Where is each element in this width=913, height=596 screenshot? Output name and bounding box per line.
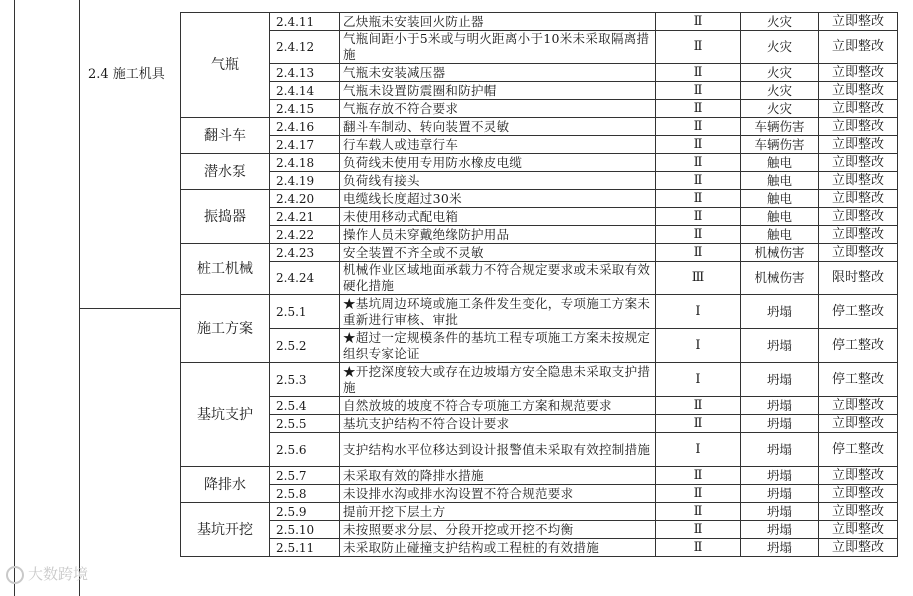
description-cell: 基坑支护结构不符合设计要求 (340, 415, 656, 433)
table-row (181, 485, 898, 503)
action-cell: 停工整改 (819, 433, 898, 467)
action-cell: 立即整改 (819, 539, 898, 557)
level-cell: Ⅱ (656, 521, 741, 539)
action-cell: 立即整改 (819, 172, 898, 190)
level-cell: Ⅱ (656, 172, 741, 190)
level-cell: Ⅱ (656, 485, 741, 503)
level-cell: Ⅱ (656, 31, 741, 64)
accident-type-cell: 火灾 (741, 100, 819, 118)
category-cell: 桩工机械 (181, 244, 270, 295)
level-cell: Ⅱ (656, 64, 741, 82)
table-row (181, 31, 898, 64)
description-cell: 气瓶存放不符合要求 (340, 100, 656, 118)
action-cell: 立即整改 (819, 64, 898, 82)
description-cell: 未设排水沟或排水沟设置不符合规范要求 (340, 485, 656, 503)
action-cell: 立即整改 (819, 244, 898, 262)
accident-type-cell: 坍塌 (741, 433, 819, 467)
code-cell: 2.5.2 (270, 329, 340, 363)
level-cell: Ⅱ (656, 118, 741, 136)
code-cell: 2.5.3 (270, 363, 340, 397)
action-cell: 立即整改 (819, 503, 898, 521)
code-cell: 2.4.12 (270, 31, 340, 64)
description-cell: ★基坑周边环境或施工条件发生变化，专项施工方案未重新进行审核、审批 (340, 295, 656, 329)
description-cell: 翻斗车制动、转向装置不灵敏 (340, 118, 656, 136)
accident-type-cell: 触电 (741, 154, 819, 172)
level-cell: Ⅰ (656, 363, 741, 397)
level-cell: Ⅱ (656, 190, 741, 208)
code-cell: 2.4.14 (270, 82, 340, 100)
level-cell: Ⅰ (656, 433, 741, 467)
accident-type-cell: 坍塌 (741, 539, 819, 557)
table-row (181, 415, 898, 433)
watermark (6, 563, 88, 584)
level-cell: Ⅱ (656, 503, 741, 521)
accident-type-cell: 火灾 (741, 82, 819, 100)
action-cell: 立即整改 (819, 118, 898, 136)
table-row (181, 539, 898, 557)
description-cell: 自然放坡的坡度不符合专项施工方案和规范要求 (340, 397, 656, 415)
accident-type-cell: 车辆伤害 (741, 118, 819, 136)
accident-type-cell: 触电 (741, 208, 819, 226)
table-row (181, 397, 898, 415)
code-cell: 2.5.5 (270, 415, 340, 433)
level-cell: Ⅰ (656, 329, 741, 363)
action-cell: 立即整改 (819, 415, 898, 433)
action-cell: 立即整改 (819, 208, 898, 226)
action-cell: 停工整改 (819, 363, 898, 397)
code-cell: 2.5.10 (270, 521, 340, 539)
level-cell: Ⅱ (656, 244, 741, 262)
table-row (181, 13, 898, 31)
table-row (181, 172, 898, 190)
action-cell: 立即整改 (819, 100, 898, 118)
description-cell: 机械作业区域地面承载力不符合规定要求或未采取有效硬化措施 (340, 262, 656, 295)
accident-type-cell: 坍塌 (741, 521, 819, 539)
table-row (181, 521, 898, 539)
watermark-text: 大数跨境 (28, 565, 89, 583)
code-cell: 2.5.4 (270, 397, 340, 415)
description-cell: ★超过一定规模条件的基坑工程专项施工方案未按规定组织专家论证 (340, 329, 656, 363)
accident-type-cell: 坍塌 (741, 503, 819, 521)
category-cell: 振捣器 (181, 190, 270, 244)
table-row (181, 118, 898, 136)
accident-type-cell: 坍塌 (741, 485, 819, 503)
table-row (181, 100, 898, 118)
accident-type-cell: 火灾 (741, 31, 819, 64)
table-row (181, 433, 898, 467)
description-cell: 未采取防止碰撞支护结构或工程桩的有效措施 (340, 539, 656, 557)
watermark-icon (6, 566, 24, 584)
level-cell: Ⅱ (656, 467, 741, 485)
level-cell: Ⅱ (656, 539, 741, 557)
level-cell: Ⅱ (656, 82, 741, 100)
level-cell: Ⅲ (656, 262, 741, 295)
table-row (181, 154, 898, 172)
accident-type-cell: 火灾 (741, 13, 819, 31)
code-cell: 2.5.1 (270, 295, 340, 329)
accident-type-cell: 坍塌 (741, 415, 819, 433)
table-row (181, 262, 898, 295)
accident-type-cell: 机械伤害 (741, 244, 819, 262)
table-row (181, 467, 898, 485)
action-cell: 立即整改 (819, 82, 898, 100)
description-cell: 气瓶间距小于5米或与明火距离小于10米未采取隔离措施 (340, 31, 656, 64)
accident-type-cell: 坍塌 (741, 295, 819, 329)
level-cell: Ⅱ (656, 226, 741, 244)
description-cell: 未采取有效的降排水措施 (340, 467, 656, 485)
code-cell: 2.5.9 (270, 503, 340, 521)
table-border-left (14, 0, 15, 596)
level-cell: Ⅱ (656, 208, 741, 226)
hazard-table (180, 12, 898, 557)
description-cell: 负荷线有接头 (340, 172, 656, 190)
category-cell: 潜水泵 (181, 154, 270, 190)
description-cell: 提前开挖下层土方 (340, 503, 656, 521)
code-cell: 2.4.19 (270, 172, 340, 190)
action-cell: 立即整改 (819, 13, 898, 31)
accident-type-cell: 车辆伤害 (741, 136, 819, 154)
code-cell: 2.4.17 (270, 136, 340, 154)
category-cell: 基坑开挖 (181, 503, 270, 557)
description-cell: 操作人员未穿戴绝缘防护用品 (340, 226, 656, 244)
accident-type-cell: 触电 (741, 226, 819, 244)
code-cell: 2.4.15 (270, 100, 340, 118)
code-cell: 2.5.6 (270, 433, 340, 467)
description-cell: 支护结构水平位移达到设计报警值未采取有效控制措施 (340, 433, 656, 467)
accident-type-cell: 火灾 (741, 64, 819, 82)
description-cell: 未按照要求分层、分段开挖或开挖不均衡 (340, 521, 656, 539)
level-cell: Ⅱ (656, 397, 741, 415)
group-divider (79, 308, 181, 309)
hazard-table-body (181, 13, 898, 557)
action-cell: 立即整改 (819, 31, 898, 64)
description-cell: 电缆线长度超过30米 (340, 190, 656, 208)
code-cell: 2.4.20 (270, 190, 340, 208)
level-cell: Ⅰ (656, 295, 741, 329)
action-cell: 立即整改 (819, 397, 898, 415)
description-cell: 安全装置不齐全或不灵敏 (340, 244, 656, 262)
code-cell: 2.4.21 (270, 208, 340, 226)
accident-type-cell: 坍塌 (741, 363, 819, 397)
level-cell: Ⅱ (656, 136, 741, 154)
accident-type-cell: 坍塌 (741, 329, 819, 363)
code-cell: 2.5.7 (270, 467, 340, 485)
table-border-group (79, 0, 80, 596)
table-row (181, 190, 898, 208)
code-cell: 2.4.18 (270, 154, 340, 172)
category-cell: 降排水 (181, 467, 270, 503)
table-row (181, 208, 898, 226)
code-cell: 2.4.24 (270, 262, 340, 295)
category-cell: 气瓶 (181, 13, 270, 118)
action-cell: 立即整改 (819, 226, 898, 244)
code-cell: 2.4.11 (270, 13, 340, 31)
table-row (181, 64, 898, 82)
table-row (181, 363, 898, 397)
group-label: 2.4 施工机具 (88, 67, 165, 82)
description-cell: 行车载人或违章行车 (340, 136, 656, 154)
code-cell: 2.4.13 (270, 64, 340, 82)
category-cell: 施工方案 (181, 295, 270, 363)
description-cell: ★开挖深度较大或存在边坡塌方安全隐患未采取支护措施 (340, 363, 656, 397)
action-cell: 立即整改 (819, 136, 898, 154)
action-cell: 立即整改 (819, 485, 898, 503)
code-cell: 2.5.11 (270, 539, 340, 557)
category-cell: 翻斗车 (181, 118, 270, 154)
table-row (181, 136, 898, 154)
table-row (181, 82, 898, 100)
code-cell: 2.4.16 (270, 118, 340, 136)
code-cell: 2.4.23 (270, 244, 340, 262)
description-cell: 乙炔瓶未安装回火防止器 (340, 13, 656, 31)
table-row (181, 226, 898, 244)
action-cell: 立即整改 (819, 190, 898, 208)
description-cell: 气瓶未安装减压器 (340, 64, 656, 82)
level-cell: Ⅱ (656, 13, 741, 31)
table-row (181, 295, 898, 329)
action-cell: 立即整改 (819, 154, 898, 172)
table-row (181, 503, 898, 521)
description-cell: 未使用移动式配电箱 (340, 208, 656, 226)
level-cell: Ⅱ (656, 100, 741, 118)
table-row (181, 329, 898, 363)
action-cell: 立即整改 (819, 521, 898, 539)
level-cell: Ⅱ (656, 154, 741, 172)
description-cell: 气瓶未设置防震圈和防护帽 (340, 82, 656, 100)
accident-type-cell: 触电 (741, 190, 819, 208)
code-cell: 2.4.22 (270, 226, 340, 244)
accident-type-cell: 触电 (741, 172, 819, 190)
level-cell: Ⅱ (656, 415, 741, 433)
description-cell: 负荷线未使用专用防水橡皮电缆 (340, 154, 656, 172)
action-cell: 限时整改 (819, 262, 898, 295)
category-cell: 基坑支护 (181, 363, 270, 467)
code-cell: 2.5.8 (270, 485, 340, 503)
accident-type-cell: 坍塌 (741, 397, 819, 415)
accident-type-cell: 坍塌 (741, 467, 819, 485)
action-cell: 停工整改 (819, 295, 898, 329)
action-cell: 立即整改 (819, 467, 898, 485)
table-row (181, 244, 898, 262)
action-cell: 停工整改 (819, 329, 898, 363)
accident-type-cell: 机械伤害 (741, 262, 819, 295)
